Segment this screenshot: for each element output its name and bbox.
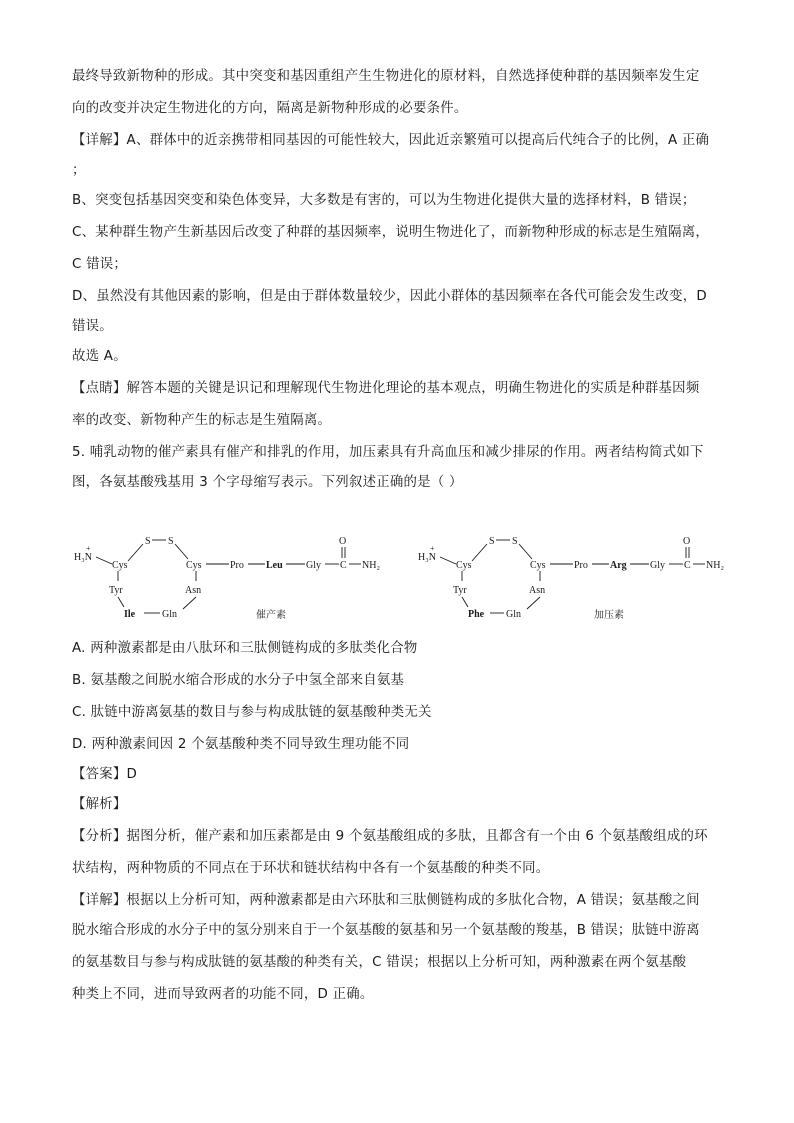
analysis-line: 的氨基数目与参与构成肽链的氨基酸的种类有关，C 错误；根据以上分析可知，两种激素在两个氨基酸 bbox=[72, 955, 687, 970]
amine-label: H₃N bbox=[74, 552, 92, 563]
analysis-line: 脱水缩合形成的水分子中的氢分别来自于一个氨基酸的氨基和另一个氨基酸的羧基，B 错误；肽链中游离 bbox=[72, 923, 700, 938]
arg-label: Arg bbox=[610, 560, 627, 571]
leu-label: Leu bbox=[266, 560, 283, 571]
text-line: C、某种群生物产生新基因后改变了种群的基因频率，说明生物进化了，而新物种形成的标志是生殖隔离， bbox=[72, 225, 710, 240]
gln-label: Gln bbox=[506, 609, 521, 620]
text-line: 【点睛】解答本题的关键是识记和理解现代生物进化理论的基本观点，明确生物进化的实质是种群基因频 bbox=[72, 381, 700, 396]
vasopressin-structure bbox=[418, 536, 724, 621]
question-5-stem: 5. 哺乳动物的催产素具有催产和排乳的作用，加压素具有升高血压和减少排尿的作用。两者结构简式如下 bbox=[72, 445, 704, 460]
plus-charge: + bbox=[430, 544, 435, 553]
analysis-heading: 【解析】 bbox=[72, 797, 127, 812]
analysis-line: 【详解】根据以上分析可知，两种激素都是由六环肽和三肽侧链构成的多肽化合物，A 错误；氨基酸之间 bbox=[72, 893, 700, 908]
analysis-line: 种类上不同，进而导致两者的功能不同，D 正确。 bbox=[72, 987, 374, 1002]
pro-label: Pro bbox=[574, 560, 588, 571]
gln-label: Gln bbox=[162, 609, 177, 620]
phe-label: Phe bbox=[468, 609, 485, 620]
text-line: B、突变包括基因突变和染色体变异，大多数是有害的，可以为生物进化提供大量的选择材料，B 错误； bbox=[72, 193, 696, 208]
question-5-stem: 图，各氨基酸残基用 3 个字母缩写表示。下列叙述正确的是（ ） bbox=[72, 475, 463, 490]
text-line: C 错误； bbox=[72, 257, 128, 272]
text-line: 【详解】A、群体中的近亲携带相同基因的可能性较大，因此近亲繁殖可以提高后代纯合子的比例，A 正确 bbox=[72, 133, 710, 148]
text-line: D、虽然没有其他因素的影响，但是由于群体数量较少，因此小群体的基因频率在各代可能会发生改变，D bbox=[72, 289, 707, 304]
plus-charge: + bbox=[86, 544, 91, 553]
option-d: D. 两种激素间因 2 个氨基酸种类不同导致生理功能不同 bbox=[72, 737, 410, 752]
cys-label: Cys bbox=[112, 560, 128, 571]
peptide-structure-svg bbox=[72, 525, 732, 635]
oxytocin-structure bbox=[74, 536, 380, 621]
option-c: C. 肽链中游离氨基的数目与参与构成肽链的氨基酸种类无关 bbox=[72, 705, 432, 720]
amide-label: NH₂ bbox=[706, 560, 724, 571]
pro-label: Pro bbox=[230, 560, 244, 571]
ile-label: Ile bbox=[124, 609, 136, 620]
cys-label: Cys bbox=[456, 560, 472, 571]
answer-label: 【答案】D bbox=[72, 767, 138, 782]
text-line: 故选 A。 bbox=[72, 349, 127, 364]
amine-label: H₃N bbox=[418, 552, 436, 563]
sulfur-label: S bbox=[489, 536, 495, 547]
oxytocin-caption: 催产素 bbox=[256, 610, 286, 621]
sulfur-label: S bbox=[512, 536, 518, 547]
text-line: 率的改变、新物种产生的标志是生殖隔离。 bbox=[72, 413, 332, 428]
text-line: ； bbox=[72, 163, 86, 178]
carbon-label: C bbox=[684, 560, 691, 571]
text-line: 向的改变并决定生物进化的方向，隔离是新物种形成的必要条件。 bbox=[72, 101, 468, 116]
asn-label: Asn bbox=[185, 585, 202, 596]
asn-label: Asn bbox=[529, 585, 546, 596]
option-b: B. 氨基酸之间脱水缩合形成的水分子中氢全部来自氨基 bbox=[72, 673, 405, 688]
oxygen-label: O bbox=[683, 536, 691, 547]
gly-label: Gly bbox=[650, 560, 665, 571]
peptide-structure-diagram bbox=[72, 525, 732, 635]
oxygen-label: O bbox=[339, 536, 347, 547]
tyr-label: Tyr bbox=[453, 585, 467, 596]
text-line: 最终导致新物种的形成。其中突变和基因重组产生生物进化的原材料，自然选择使种群的基因频率发生定 bbox=[72, 69, 700, 84]
cys-label: Cys bbox=[530, 560, 546, 571]
text-line: 错误。 bbox=[72, 319, 113, 334]
sulfur-label: S bbox=[145, 536, 151, 547]
carbon-label: C bbox=[340, 560, 347, 571]
analysis-line: 【分析】据图分析，催产素和加压素都是由 9 个氨基酸组成的多肽，且都含有一个由 6 个氨基酸组成的环 bbox=[72, 829, 708, 844]
gly-label: Gly bbox=[306, 560, 321, 571]
tyr-label: Tyr bbox=[109, 585, 123, 596]
sulfur-label: S bbox=[168, 536, 174, 547]
cys-label: Cys bbox=[186, 560, 202, 571]
amide-label: NH₂ bbox=[362, 560, 380, 571]
option-a: A. 两种激素都是由八肽环和三肽侧链构成的多肽类化合物 bbox=[72, 641, 418, 656]
vasopressin-caption: 加压素 bbox=[594, 610, 624, 621]
analysis-line: 状结构，两种物质的不同点在于环状和链状结构中各有一个氨基酸的种类不同。 bbox=[72, 861, 550, 876]
